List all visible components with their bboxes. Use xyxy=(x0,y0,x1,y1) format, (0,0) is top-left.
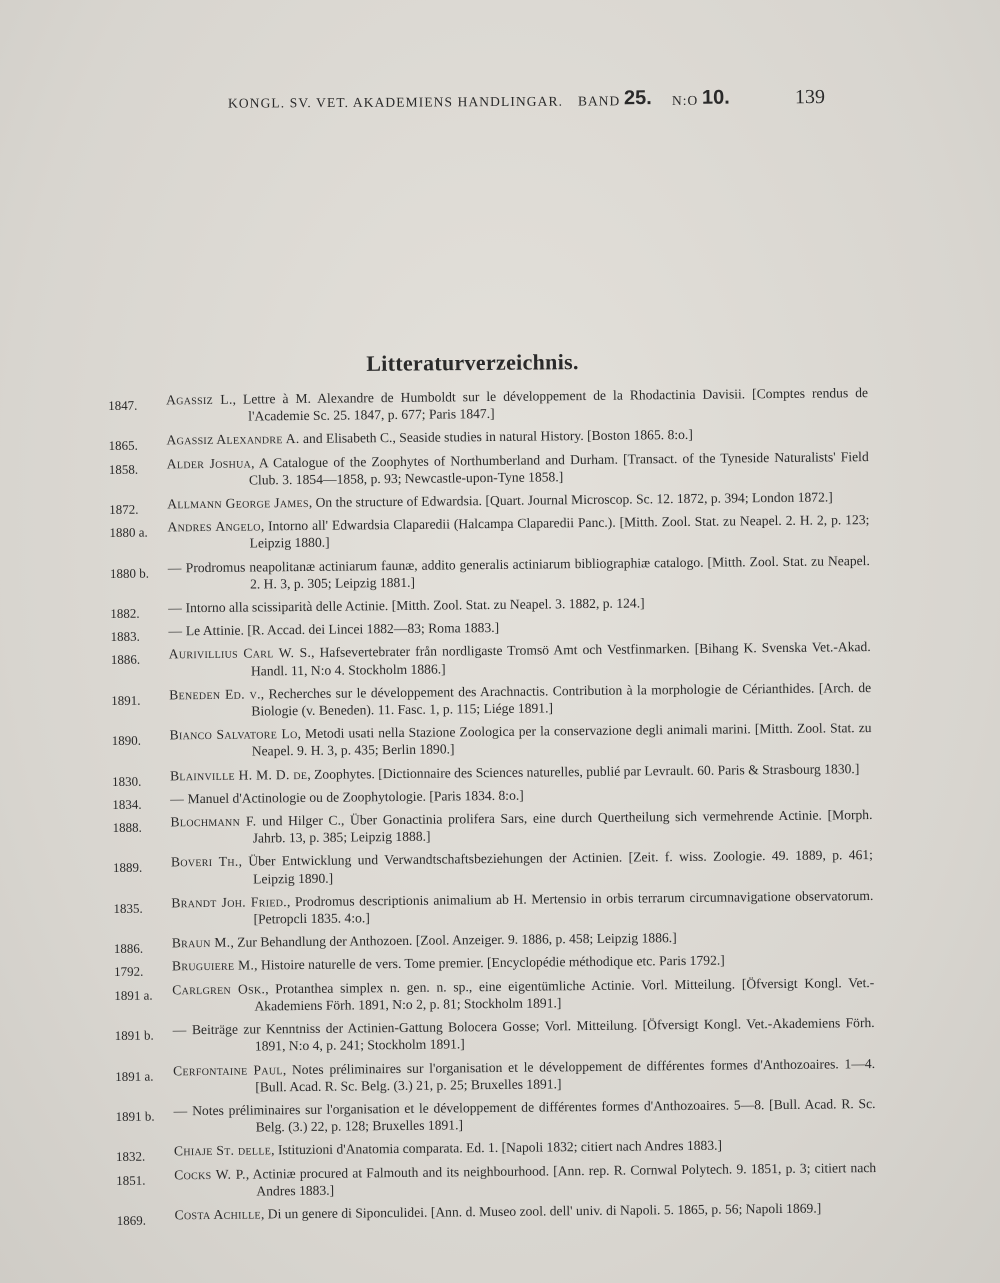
entry-text: , Lettre à M. Alexandre de Humboldt sur le développement de la Rhodactinia Davisii. [Comptes rendus de l'Academie Sc. 25. 1847, p. 677; Paris 1847.] xyxy=(232,385,869,424)
entry-citation xyxy=(167,448,869,490)
entry-author: Allmann George James xyxy=(167,494,309,512)
section-heading: Litteraturverzeichnis. xyxy=(366,349,579,376)
entry-citation xyxy=(169,679,871,721)
entry-author: Blainville H. M. D. de xyxy=(169,766,308,784)
entry-author: — xyxy=(167,559,182,576)
entry-year: 1886. xyxy=(113,940,144,957)
entry-citation xyxy=(171,887,873,929)
entry-author: Braun M. xyxy=(171,935,231,951)
entry-year: 1891 a. xyxy=(115,1068,154,1084)
entry-text: , Notes préliminaires sur l'organisation et le développement de différentes formes d'Anthozoaires. 1—4. [Bull. Acad. R. Sc. Belg. (3.) 21, p. 25; Bruxelles 1891.] xyxy=(255,1055,876,1095)
entry-year: 1891 b. xyxy=(115,1108,155,1124)
entry-text: , Actiniæ procured at Falmouth and its neighbourhood. [Ann. rep. R. Cornwal Polytech. 9. 1851, p. 3; citiert nach Andres 1883.] xyxy=(245,1159,877,1199)
entry-author: — xyxy=(168,623,183,639)
entry-author: Agassiz Alexandre A. xyxy=(166,431,300,448)
entry-text: , Di un genere di Siponculidei. [Ann. d. Museo zool. dell' univ. di Napoli. 5. 1865, p. 56; Napoli 1869.] xyxy=(260,1200,822,1222)
entry-text: Intorno alla scissiparità delle Actinie. [Mitth. Zool. Stat. zu Neapel. 3. 1882, p. 124.] xyxy=(182,595,645,616)
entry-citation xyxy=(168,552,870,594)
entry-text: , Über Entwicklung und Verwandtschaftsbeziehungen der Actinien. [Zeit. f. wiss. Zoologie. 49. 1889, p. 461; Leipzig 1890.] xyxy=(238,847,873,887)
page-number: 139 xyxy=(794,86,826,109)
entry-text: , Metodi usati nella Stazione Zoologica per la conservazione degli animali marini. [Mitth. Zool. Stat. zu Neapel. 9. H. 3, p. 435; Berlin 1890.] xyxy=(251,720,872,759)
entry-year: 1882. xyxy=(110,605,140,622)
entry-author: — xyxy=(173,1103,188,1119)
entry-citation xyxy=(171,846,873,888)
entry-year: 1832. xyxy=(115,1148,146,1165)
entry-author: Chiaje St. delle xyxy=(173,1142,272,1159)
entry-citation xyxy=(174,1159,876,1201)
no-label: N:O xyxy=(671,92,699,108)
entry-author: Agassiz L. xyxy=(166,391,233,408)
entry-author: Brandt Joh. Fried. xyxy=(171,894,287,911)
entry-text: Le Attinie. [R. Accad. dei Lincei 1882—83; Roma 1883.] xyxy=(182,620,500,639)
entry-author: Boveri Th. xyxy=(170,854,239,870)
entry-citation xyxy=(172,974,874,1016)
entry-citation xyxy=(167,511,869,553)
entry-author: — xyxy=(170,791,185,807)
entry-citation xyxy=(173,1095,875,1137)
entry-citation xyxy=(170,806,872,848)
entry-year: 1792. xyxy=(113,964,144,980)
entry-author: Blochmann F. xyxy=(170,813,257,830)
entry-citation xyxy=(173,1014,875,1056)
entry-author: Cerfontaine Paul xyxy=(173,1061,283,1078)
entry-year: 1880 a. xyxy=(109,524,148,541)
entry-year: 1869. xyxy=(116,1212,147,1228)
entry-year: 1883. xyxy=(110,628,140,645)
entry-year: 1888. xyxy=(112,819,142,836)
entry-text: , Zur Behandlung der Anthozoen. [Zool. Anzeiger. 9. 1886, p. 458; Leipzig 1886.] xyxy=(230,930,677,951)
entry-year: 1872. xyxy=(109,501,139,518)
entry-text: , A Catalogue of the Zoophytes of Northumberland and Durham. [Transact. of the Tyneside Naturalists' Field Club. 3. 1854—1858, p. 93; Newcastle-upon-Tyne 1858.] xyxy=(248,448,869,488)
entry-author: Beneden Ed. v. xyxy=(169,686,261,703)
entry-text: Notes préliminaires sur l'organisation et le développement de différentes formes d'Anthozoaires. 5—8. [Bull. Acad. R. Sc. Belg. (3.) 22, p. 128; Bruxelles 1891.] xyxy=(187,1095,876,1135)
entry-year: 1891 b. xyxy=(114,1027,154,1044)
entry-author: Cocks W. P. xyxy=(174,1166,246,1182)
entry-author: — xyxy=(168,600,183,616)
entry-text: , Recherches sur le développement des Arachnactis. Contribution à la morphologie de Cérianthides. [Arch. de Biologie (v. Beneden). 11. Fasc. 1, p. 115; Liége 1891.] xyxy=(251,679,872,719)
entry-year: 1835. xyxy=(113,900,143,916)
issue-number: 10. xyxy=(701,86,730,109)
entry-year: 1880 b. xyxy=(109,565,149,581)
entry-year: 1847. xyxy=(108,397,138,413)
entry-text: Prodromus neapolitanæ actiniarum faunæ, addito generalis actiniarum bibliographiæ catalogo. [Mitth. Zool. Stat. zu Neapel. 2. H. 3, p. 305; Leipzig 1881.] xyxy=(181,552,870,592)
entry-author: Alder Joshua xyxy=(166,455,252,471)
band-number: 25. xyxy=(623,87,652,110)
entry-year: 1889. xyxy=(112,860,143,876)
entry-year: 1851. xyxy=(116,1172,146,1188)
entry-text: , Protanthea simplex n. gen. n. sp., eine eigentümliche Actinie. Vorl. Mitteilung. [Öfversigt Kongl. Vet.-Akademiens Förh. 1891, N:o 2, p. 81; Stockholm 1891.] xyxy=(254,974,875,1014)
entry-author: Carlgren Osk. xyxy=(172,981,266,998)
entry-text: Manuel d'Actinologie ou de Zoophytologie. [Paris 1834. 8:o.] xyxy=(184,787,524,807)
entry-author: Aurivillius Carl W. S. xyxy=(168,645,312,662)
entry-year: 1834. xyxy=(112,796,142,812)
entry-year: 1891. xyxy=(111,692,141,708)
entry-author: — xyxy=(172,1022,187,1038)
entry-text: , Istituzioni d'Anatomia comparata. Ed. 1. [Napoli 1832; citiert nach Andres 1883.] xyxy=(271,1137,723,1158)
entry-year: 1886. xyxy=(110,652,141,668)
entry-author: Bruguiere M. xyxy=(171,957,255,974)
entry-text: , On the structure of Edwardsia. [Quart. Journal Microscop. Sc. 12. 1872, p. 394; London 1872.] xyxy=(308,489,833,510)
entry-citation xyxy=(166,384,868,426)
entry-text: , Histoire naturelle de vers. Tome premier. [Encyclopédie méthodique etc. Paris 1792.] xyxy=(254,953,725,973)
band-label: BAND xyxy=(577,93,621,109)
entry-citation xyxy=(169,638,871,680)
entry-text: , Zoophytes. [Dictionnaire des Sciences naturelles, publié par Levrault. 60. Paris & Strasbourg 1830.] xyxy=(307,760,860,782)
entry-citation xyxy=(173,1055,875,1097)
entry-year: 1830. xyxy=(111,773,142,789)
entry-text: , Intorno all' Edwardsia Claparedii (Halcampa Claparedii Panc.). [Mitth. Zool. Stat. zu Neapel. 2. H. 2, p. 123; Leipzig 1880.] xyxy=(249,512,870,551)
entry-text: , Hafsevertebrater från nordligaste Tromsö Amt och Vestfinmarken. [Bihang K. Svenska Vet.-Akad. Handl. 11, N:o 4. Stockholm 1886.] xyxy=(250,639,871,679)
bibliography-list xyxy=(108,384,877,1230)
entry-year: 1865. xyxy=(108,438,138,454)
entry-text: und Hilger C., Über Gonactinia prolifera Sars, eine durch Quertheilung sich vermehrende Actinie. [Morph. Jahrb. 13, p. 385; Leipzig 1888.] xyxy=(252,807,873,846)
entry-text: Beiträge zur Kenntniss der Actinien-Gattung Bolocera Gosse; Vorl. Mitteilung. [Öfversigt Kongl. Vet.-Akademiens Förh. 1891, N:o 4, p. 241; Stockholm 1891.] xyxy=(186,1015,875,1054)
running-head xyxy=(0,85,1000,121)
entry-year: 1891 a. xyxy=(114,987,153,1003)
entry-citation xyxy=(170,719,872,761)
entry-text: , Prodromus descriptionis animalium ab H. Mertensio in orbis terrarum circumnavigatione observatorum. [Petropcli 1835. 4:o.] xyxy=(253,887,874,927)
entry-author: Bianco Salvatore Lo xyxy=(169,726,298,743)
entry-year: 1858. xyxy=(108,461,139,477)
entry-text: and Elisabeth C., Seaside studies in natural History. [Boston 1865. 8:o.] xyxy=(299,427,693,447)
entry-year: 1890. xyxy=(111,732,141,749)
entry-author: Costa Achille xyxy=(174,1206,261,1223)
journal-title: KONGL. SV. VET. AKADEMIENS HANDLINGAR. xyxy=(227,93,564,111)
entry-author: Andres Angelo xyxy=(167,518,261,535)
